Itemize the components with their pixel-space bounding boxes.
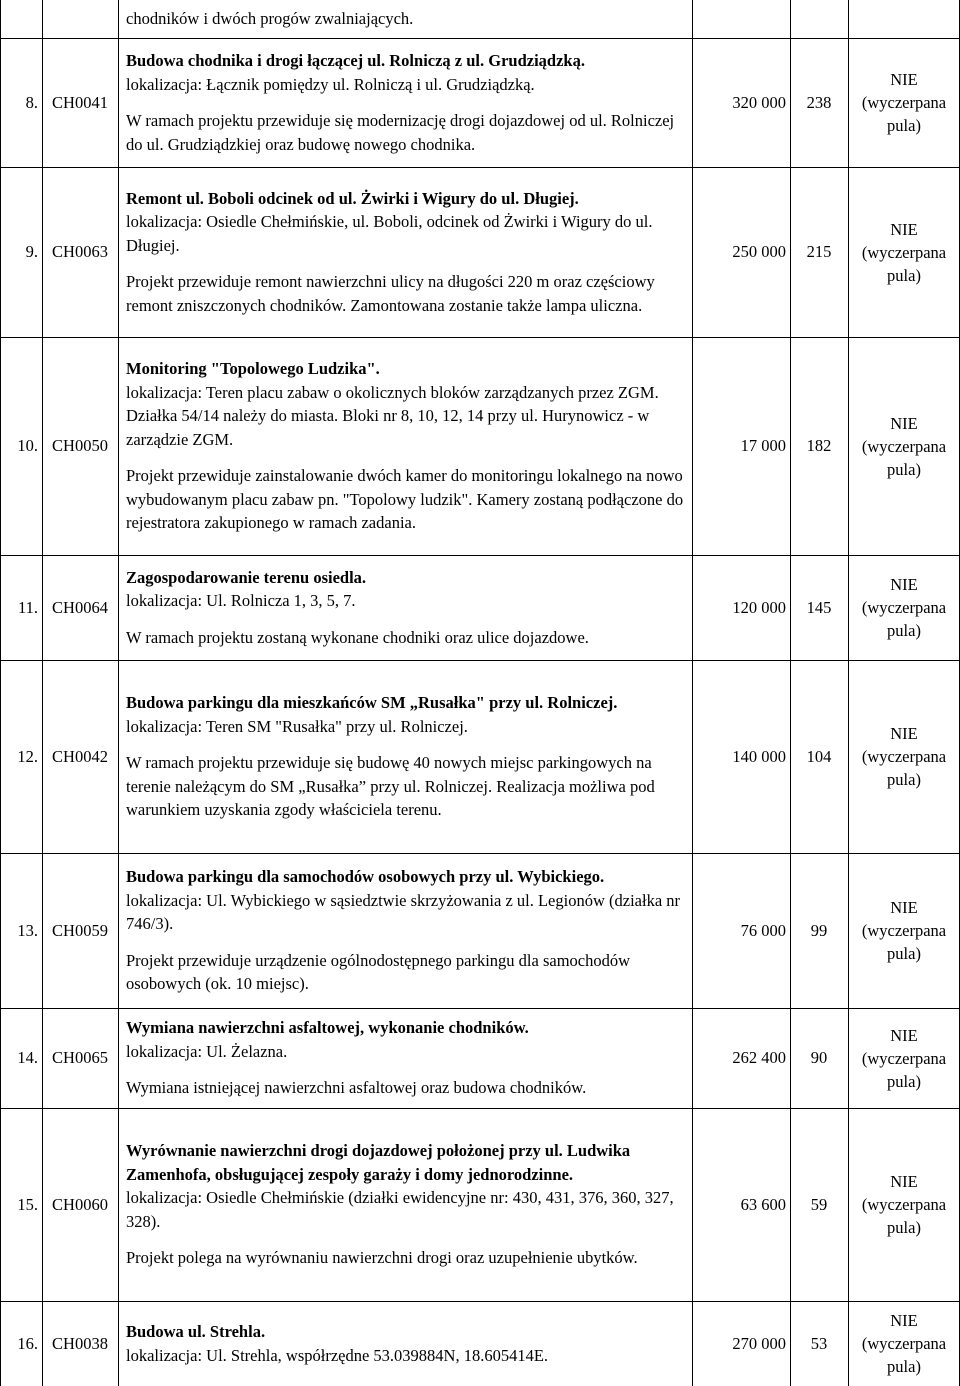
status-text: NIE	[890, 70, 918, 89]
status-text: pula)	[887, 1357, 921, 1376]
status-text: pula)	[887, 265, 921, 285]
table-row	[0, 1008, 960, 1108]
project-cost: 270 000	[732, 1333, 786, 1353]
project-points: 99	[810, 920, 828, 940]
project-description: Wymiana istniejącej nawierzchni asfaltowej oraz budowa chodników.	[126, 1078, 587, 1098]
status-text: pula)	[887, 459, 921, 479]
project-title: Monitoring "Topolowego Ludzika".	[126, 359, 380, 379]
project-code: CH0042	[52, 746, 108, 766]
status-text: (wyczerpana	[861, 921, 947, 940]
project-cost: 140 000	[732, 746, 786, 766]
project-title: Remont ul. Boboli odcinek od ul. Żwirki i Wigury do ul. Długiej.	[126, 188, 579, 208]
status-cell	[848, 1301, 960, 1386]
project-points: 90	[810, 1048, 828, 1067]
status-text: (wyczerpana	[861, 436, 947, 456]
status-cell	[848, 555, 960, 660]
row-number: 16.	[17, 1333, 38, 1353]
row-number: 9.	[25, 242, 38, 261]
description-cell	[118, 555, 692, 660]
status-text: pula)	[887, 1218, 921, 1237]
table-row	[0, 660, 960, 853]
status-text: pula)	[887, 116, 921, 135]
row-number: 14.	[17, 1048, 38, 1067]
description-cell	[118, 38, 692, 167]
project-points: 145	[806, 597, 832, 617]
status-text: (wyczerpana	[861, 1334, 947, 1353]
project-location: lokalizacja: Teren placu zabaw o okolicznych bloków zarządzanych przez ZGM. Działka 54/14 należy do miasta. Bloki nr 8, 10, 12, 14 przy ul. Hurynowicz - w zarządzie ZGM.	[126, 382, 659, 449]
project-title: Budowa parkingu dla mieszkańców SM „Rusałka" przy ul. Rolniczej.	[126, 693, 618, 713]
status-cell	[848, 1108, 960, 1301]
table-row	[0, 1108, 960, 1301]
project-location: lokalizacja: Łącznik pomiędzy ul. Rolniczą i ul. Grudziądzką.	[126, 74, 535, 94]
project-code: CH0064	[52, 597, 108, 617]
project-location: lokalizacja: Osiedle Chełmińskie (działki ewidencyjne nr: 430, 431, 376, 360, 327, 328).	[126, 1188, 674, 1231]
row-number: 10.	[17, 436, 38, 455]
status-cell	[848, 660, 960, 853]
description-cell	[118, 1301, 692, 1386]
status-text: (wyczerpana	[861, 598, 947, 617]
top-fragment-text: chodników i dwóch progów zwalniających.	[126, 9, 414, 28]
table-row	[0, 337, 960, 555]
description-cell	[118, 660, 692, 853]
status-text: pula)	[887, 1071, 921, 1091]
status-cell	[848, 38, 960, 167]
project-title: Wyrównanie nawierzchni drogi dojazdowej położonej przy ul. Ludwika Zamenhofa, obsługującej zespoły garaży i domy jednorodzinne.	[126, 1141, 631, 1184]
description-cell	[118, 0, 692, 38]
status-text: pula)	[887, 621, 921, 640]
status-text: NIE	[890, 898, 918, 917]
project-cost: 250 000	[732, 242, 786, 261]
project-points: 238	[806, 92, 832, 112]
row-number: 11.	[17, 597, 38, 617]
status-text: (wyczerpana	[861, 93, 947, 112]
table-row	[0, 38, 960, 167]
description-cell	[118, 337, 692, 555]
table-row	[0, 1301, 960, 1386]
project-description: Projekt przewiduje urządzenie ogólnodostępnego parkingu dla samochodów osobowych (ok. 10 miejsc).	[126, 950, 631, 994]
project-code: CH0063	[52, 242, 108, 261]
project-code: CH0060	[52, 1194, 108, 1214]
project-title: Budowa ul. Strehla.	[126, 1322, 266, 1341]
project-points: 53	[810, 1333, 828, 1353]
row-number: 13.	[17, 920, 38, 940]
status-text: (wyczerpana	[861, 747, 947, 766]
project-code: CH0065	[52, 1048, 108, 1067]
project-cost: 17 000	[740, 436, 786, 455]
status-text: (wyczerpana	[861, 1195, 947, 1214]
project-title: Budowa chodnika i drogi łączącej ul. Rolniczą z ul. Grudziądzką.	[126, 51, 585, 70]
description-cell	[118, 1008, 692, 1108]
project-code: CH0050	[52, 436, 108, 455]
row-number: 8.	[25, 92, 38, 112]
project-code: CH0059	[52, 920, 108, 940]
status-text: pula)	[887, 770, 921, 789]
status-text: (wyczerpana	[861, 1048, 947, 1068]
project-location: lokalizacja: Teren SM "Rusałka" przy ul. Rolniczej.	[126, 716, 468, 736]
status-text: pula)	[887, 944, 921, 963]
project-description: W ramach projektu zostaną wykonane chodniki oraz ulice dojazdowe.	[126, 627, 589, 647]
project-code: CH0041	[52, 92, 108, 112]
project-points: 215	[806, 242, 832, 261]
project-cost: 262 400	[732, 1048, 786, 1067]
description-cell	[118, 167, 692, 337]
project-title: Zagospodarowanie terenu osiedla.	[126, 567, 367, 587]
table-row	[0, 853, 960, 1008]
status-text: NIE	[890, 724, 918, 743]
project-cost: 63 600	[740, 1194, 786, 1214]
description-cell	[118, 1108, 692, 1301]
status-text: NIE	[890, 575, 918, 594]
table-row	[0, 167, 960, 337]
project-cost: 120 000	[732, 597, 786, 617]
project-description: W ramach projektu przewiduje się modernizację drogi dojazdowej od ul. Rolniczej do ul. Grudziądzkiej oraz budowę nowego chodnika.	[126, 111, 675, 154]
table-row-fragment	[0, 0, 960, 38]
project-location: lokalizacja: Ul. Rolnicza 1, 3, 5, 7.	[126, 591, 356, 611]
row-number: 15.	[17, 1194, 38, 1214]
table-row	[0, 555, 960, 660]
project-code: CH0038	[52, 1333, 108, 1353]
project-location: lokalizacja: Ul. Żelazna.	[126, 1041, 288, 1061]
project-cost: 320 000	[732, 92, 786, 112]
project-points: 182	[806, 436, 832, 455]
status-cell	[848, 853, 960, 1008]
status-cell	[848, 1008, 960, 1108]
project-title: Budowa parkingu dla samochodów osobowych przy ul. Wybickiego.	[126, 867, 605, 887]
project-description: Projekt przewiduje remont nawierzchni ulicy na długości 220 m oraz częściowy remont zniszczonych chodników. Zamontowana zostanie także lampa uliczna.	[126, 272, 655, 315]
project-location: lokalizacja: Ul. Strehla, współrzędne 53.039884N, 18.605414E.	[126, 1345, 549, 1365]
project-description: Projekt przewiduje zainstalowanie dwóch kamer do monitoringu lokalnego na nowo wybudowanym placu zabaw pn. "Topolowy ludzik". Kamery zostaną podłączone do rejestratora zakupionego w ramach zadania.	[126, 466, 684, 533]
status-text: NIE	[890, 1311, 918, 1330]
status-text: NIE	[890, 1025, 918, 1045]
project-description: Projekt polega na wyrównaniu nawierzchni drogi oraz uzupełnienie ubytków.	[126, 1248, 638, 1268]
status-text: NIE	[890, 1172, 918, 1191]
project-points: 104	[806, 746, 832, 766]
project-description: W ramach projektu przewiduje się budowę 40 nowych miejsc parkingowych na terenie należącym do SM „Rusałka” przy ul. Rolniczej. Realizacja możliwa pod warunkiem uzyskania zgody właściciela terenu.	[126, 753, 655, 820]
project-points: 59	[810, 1194, 828, 1214]
project-location: lokalizacja: Ul. Wybickiego w sąsiedztwie skrzyżowania z ul. Legionów (działka nr 746/3).	[126, 890, 681, 934]
status-cell	[848, 337, 960, 555]
description-cell	[118, 853, 692, 1008]
project-cost: 76 000	[740, 920, 786, 940]
project-location: lokalizacja: Osiedle Chełmińskie, ul. Boboli, odcinek od Żwirki i Wigury do ul. Długiej.	[126, 212, 653, 255]
status-text: NIE	[890, 413, 918, 433]
status-text: NIE	[890, 219, 918, 239]
status-text: (wyczerpana	[861, 242, 947, 262]
row-number: 12.	[17, 746, 38, 766]
status-cell	[848, 167, 960, 337]
project-title: Wymiana nawierzchni asfaltowej, wykonanie chodników.	[126, 1018, 529, 1038]
